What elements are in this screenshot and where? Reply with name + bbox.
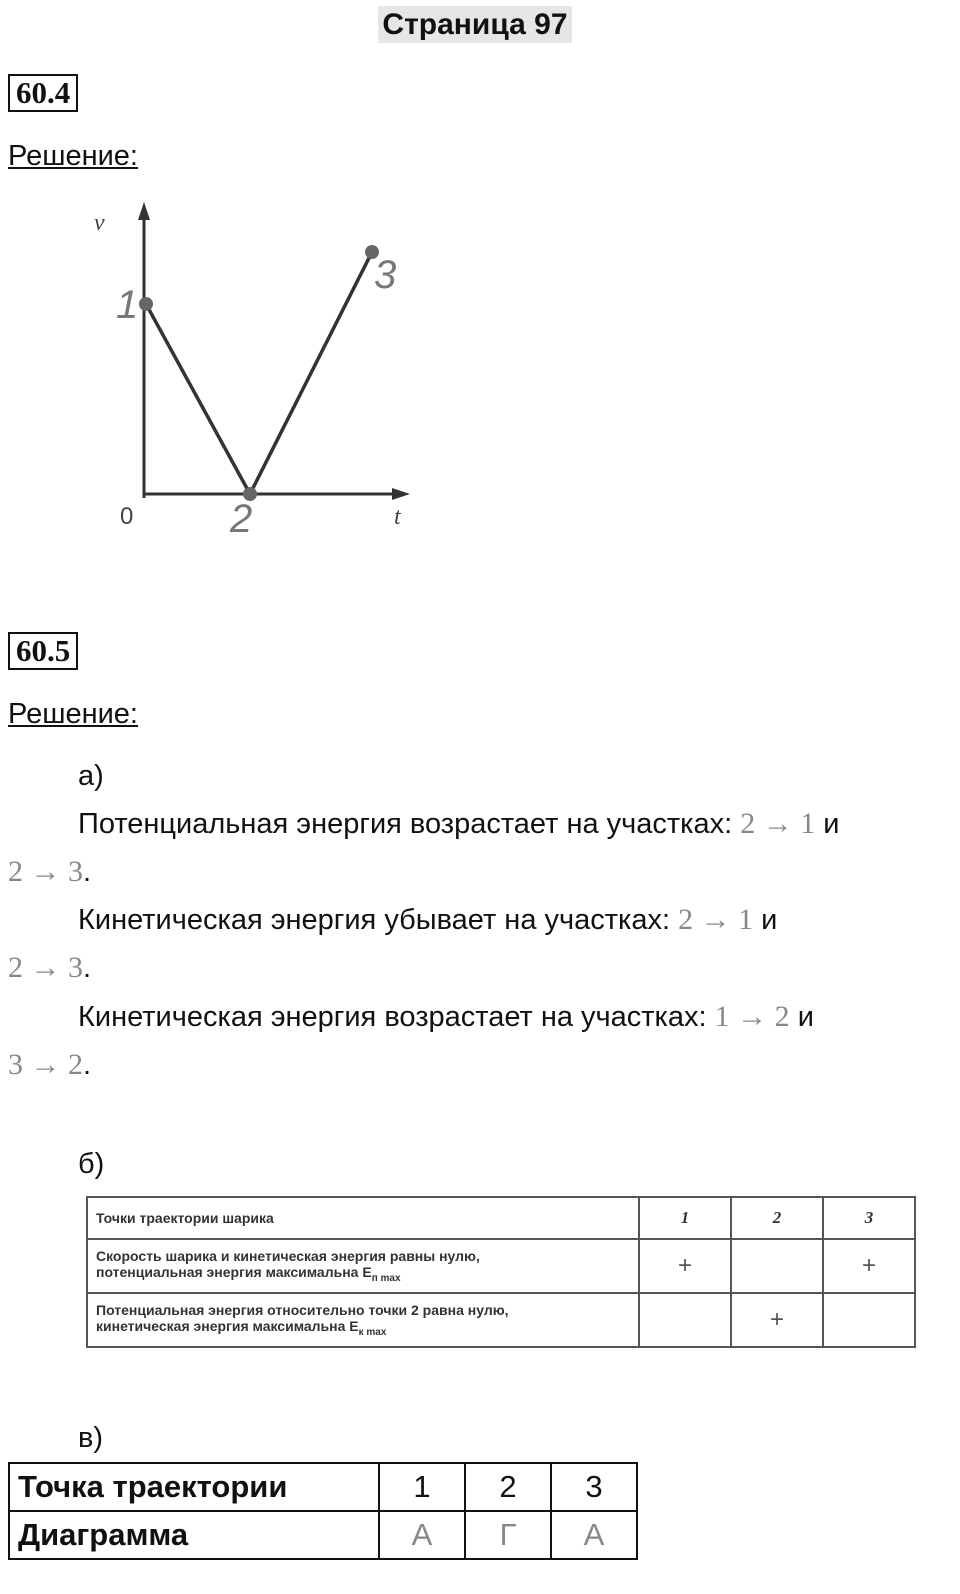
- row-1-mark-1: +: [639, 1239, 731, 1293]
- diagram-value-1: А: [379, 1511, 465, 1559]
- y-axis-label: v: [94, 210, 105, 236]
- part-a-line-1: [78, 804, 840, 844]
- diagram-table-row-label: Диаграмма: [9, 1511, 379, 1559]
- line-1-text: Потенциальная энергия возрастает на участках:: [78, 808, 741, 840]
- energy-table-row-1-desc: [87, 1239, 639, 1293]
- point-1: [139, 297, 153, 311]
- x-axis-label: t: [394, 504, 401, 530]
- solution-label-1: Решение:: [8, 140, 138, 172]
- row-2-mark-3: [823, 1293, 915, 1347]
- line-3-math-2: 3 → 2: [8, 1048, 83, 1081]
- part-a-line-2-cont: [8, 948, 91, 988]
- line-3-end: .: [83, 1049, 92, 1081]
- row-2-line-1: Потенциальная энергия относительно точки 2 равна нулю,: [96, 1302, 509, 1319]
- solution-label-2: Решение:: [8, 698, 138, 730]
- energy-table-col-2: 2: [731, 1197, 823, 1239]
- energy-table: [86, 1196, 916, 1348]
- diagram-table-row-1: [9, 1463, 637, 1511]
- line-2-end: .: [83, 952, 92, 984]
- diagram-table-point-2: 2: [465, 1463, 551, 1511]
- origin-label: 0: [120, 503, 134, 530]
- row-1-subscript: п max: [371, 1272, 401, 1284]
- line-1-end: .: [83, 856, 92, 888]
- point-3-label: 3: [374, 253, 397, 297]
- energy-table-header-row: [87, 1197, 915, 1239]
- line-2-text: Кинетическая энергия убывает на участках:: [78, 904, 679, 936]
- diagram-table-point-3: 3: [551, 1463, 637, 1511]
- row-1-line-1: Скорость шарика и кинетическая энергия равны нулю,: [96, 1248, 480, 1265]
- part-a-line-3-cont: [8, 1045, 91, 1085]
- row-2-mark-1: [639, 1293, 731, 1347]
- diagram-value-2: Г: [465, 1511, 551, 1559]
- line-3-text: Кинетическая энергия возрастает на участках:: [78, 1001, 715, 1033]
- part-a-label: а): [78, 760, 104, 792]
- part-b-label: б): [78, 1148, 105, 1180]
- task-number-60-4: 60.4: [8, 74, 78, 112]
- diagram-table: [8, 1462, 638, 1560]
- energy-table-row-2-desc: [87, 1293, 639, 1347]
- row-1-line-2: [96, 1264, 630, 1284]
- part-c-label: в): [78, 1422, 104, 1454]
- point-1-label: 1: [116, 283, 139, 327]
- row-1-line-2-text: потенциальная энергия максимальна E: [96, 1264, 372, 1281]
- part-a-line-1-cont: [8, 852, 91, 892]
- velocity-time-graph: [80, 190, 510, 560]
- row-1-mark-3: +: [823, 1239, 915, 1293]
- page-title-wrap: [0, 8, 950, 42]
- diagram-table-row-2: [9, 1511, 637, 1559]
- row-2-line-2: [96, 1318, 630, 1338]
- line-2-math-2: 2 → 3: [8, 951, 83, 984]
- diagram-table-header: Точка траектории: [9, 1463, 379, 1511]
- energy-table-col-1: 1: [639, 1197, 731, 1239]
- energy-table-row-2: [87, 1293, 915, 1347]
- energy-table-col-3: 3: [823, 1197, 915, 1239]
- page-title: Страница 97: [378, 6, 571, 43]
- part-a-line-2: [78, 900, 777, 940]
- line-1-and: и: [815, 808, 840, 840]
- line-1-math-2: 2 → 3: [8, 855, 83, 888]
- row-2-line-2-text: кинетическая энергия максимальна E: [96, 1318, 359, 1335]
- diagram-value-3: А: [551, 1511, 637, 1559]
- task-number-60-5: 60.5: [8, 632, 78, 670]
- line-3-and: и: [789, 1001, 814, 1033]
- line-3-math-1: 1 → 2: [714, 1000, 790, 1033]
- part-a-line-3: [78, 997, 814, 1037]
- line-1-math-1: 2 → 1: [740, 807, 816, 840]
- row-2-mark-2: +: [731, 1293, 823, 1347]
- row-2-subscript: к max: [358, 1326, 387, 1338]
- row-1-mark-2: [731, 1239, 823, 1293]
- energy-table-header: Точки траектории шарика: [87, 1197, 639, 1239]
- energy-table-row-1: [87, 1239, 915, 1293]
- point-2-label: 2: [230, 497, 253, 541]
- line-2-math-1: 2 → 1: [678, 903, 754, 936]
- line-2-and: и: [753, 904, 778, 936]
- diagram-table-point-1: 1: [379, 1463, 465, 1511]
